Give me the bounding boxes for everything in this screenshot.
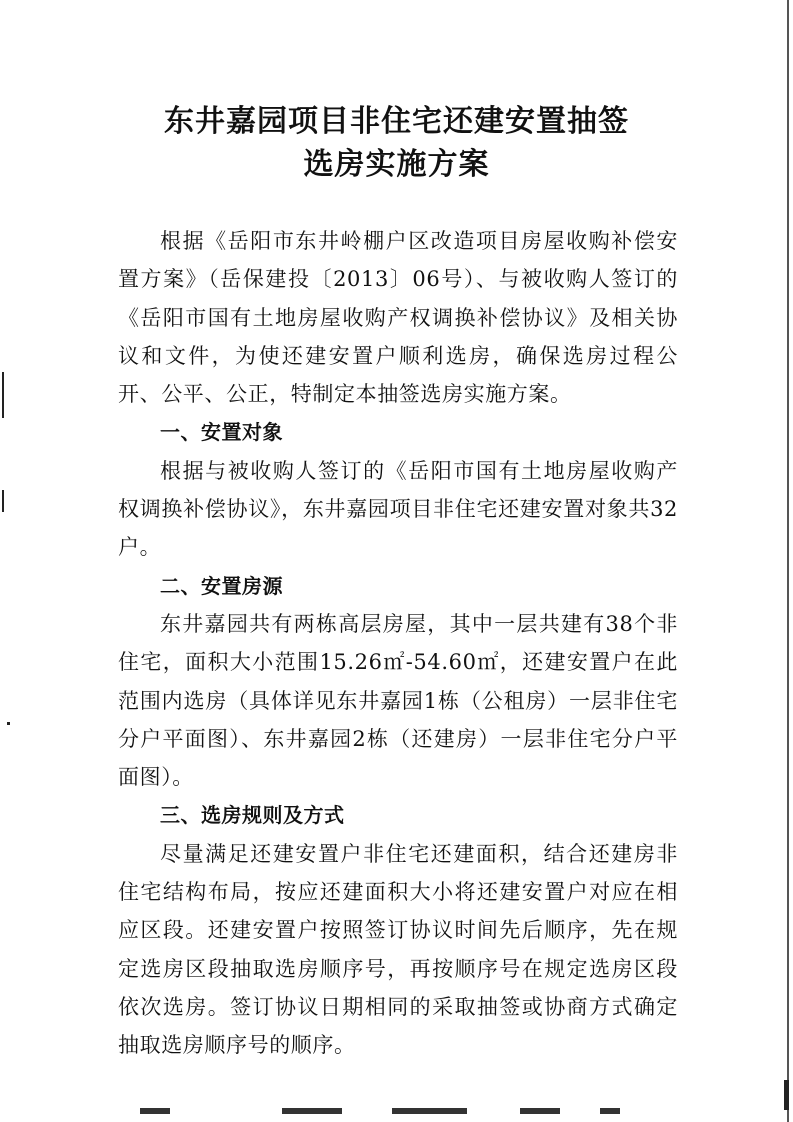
scan-left-edge-mark <box>2 372 4 418</box>
scan-right-edge-line <box>787 0 789 1122</box>
scan-bottom-mark <box>282 1108 342 1114</box>
document-title-line-1: 东井嘉园项目非住宅还建安置抽签 <box>164 104 629 139</box>
scan-bottom-mark <box>392 1108 467 1114</box>
scan-right-edge-mark <box>784 1080 789 1110</box>
scan-bottom-mark <box>520 1108 560 1114</box>
scan-bottom-mark <box>600 1108 620 1114</box>
section-heading-2: 二、安置房源 <box>160 573 283 598</box>
intro-paragraph: 根据《岳阳市东井岭棚户区改造项目房屋收购补偿安置方案》（岳保建投〔2013〕06号）、与被收购人签订的《岳阳市国有土地房屋收购产权调换补偿协议》及相关协议和文件，为使还建安置户顺利选房，确保选房过程公开、公平、公正，特制定本抽签选房实施方案。 <box>118 229 678 407</box>
scan-bottom-mark <box>140 1108 170 1114</box>
section-2-paragraph: 东井嘉园共有两栋高层房屋，其中一层共建有38个非住宅，面积大小范围15.26㎡-54.60㎡，还建安置户在此范围内选房（具体详见东井嘉园1栋（公租房）一层非住宅分户平面图）、东井嘉园2栋（还建房）一层非住宅分户平面图）。 <box>118 611 678 790</box>
section-1-paragraph: 根据与被收购人签订的《岳阳市国有土地房屋收购产权调换补偿协议》，东井嘉园项目非住宅还建安置对象共32户。 <box>118 458 678 560</box>
section-heading-1: 一、安置对象 <box>160 420 283 445</box>
document-title-line-2: 选房实施方案 <box>303 147 490 182</box>
scan-left-edge-mark <box>2 490 4 512</box>
section-heading-3: 三、选房规则及方式 <box>160 803 345 828</box>
scan-dot-mark <box>7 722 10 725</box>
section-3-paragraph: 尽量满足还建安置户非住宅还建面积，结合还建房非住宅结构布局，按应还建面积大小将还建安置户对应在相应区段。还建安置户按照签订协议时间先后顺序，先在规定选房区段抽取选房顺序号，再按顺序号在规定选房区段依次选房。签订协议日期相同的采取抽签或协商方式确定抽取选房顺序号的顺序。 <box>118 841 678 1058</box>
document-body <box>118 222 678 1065</box>
